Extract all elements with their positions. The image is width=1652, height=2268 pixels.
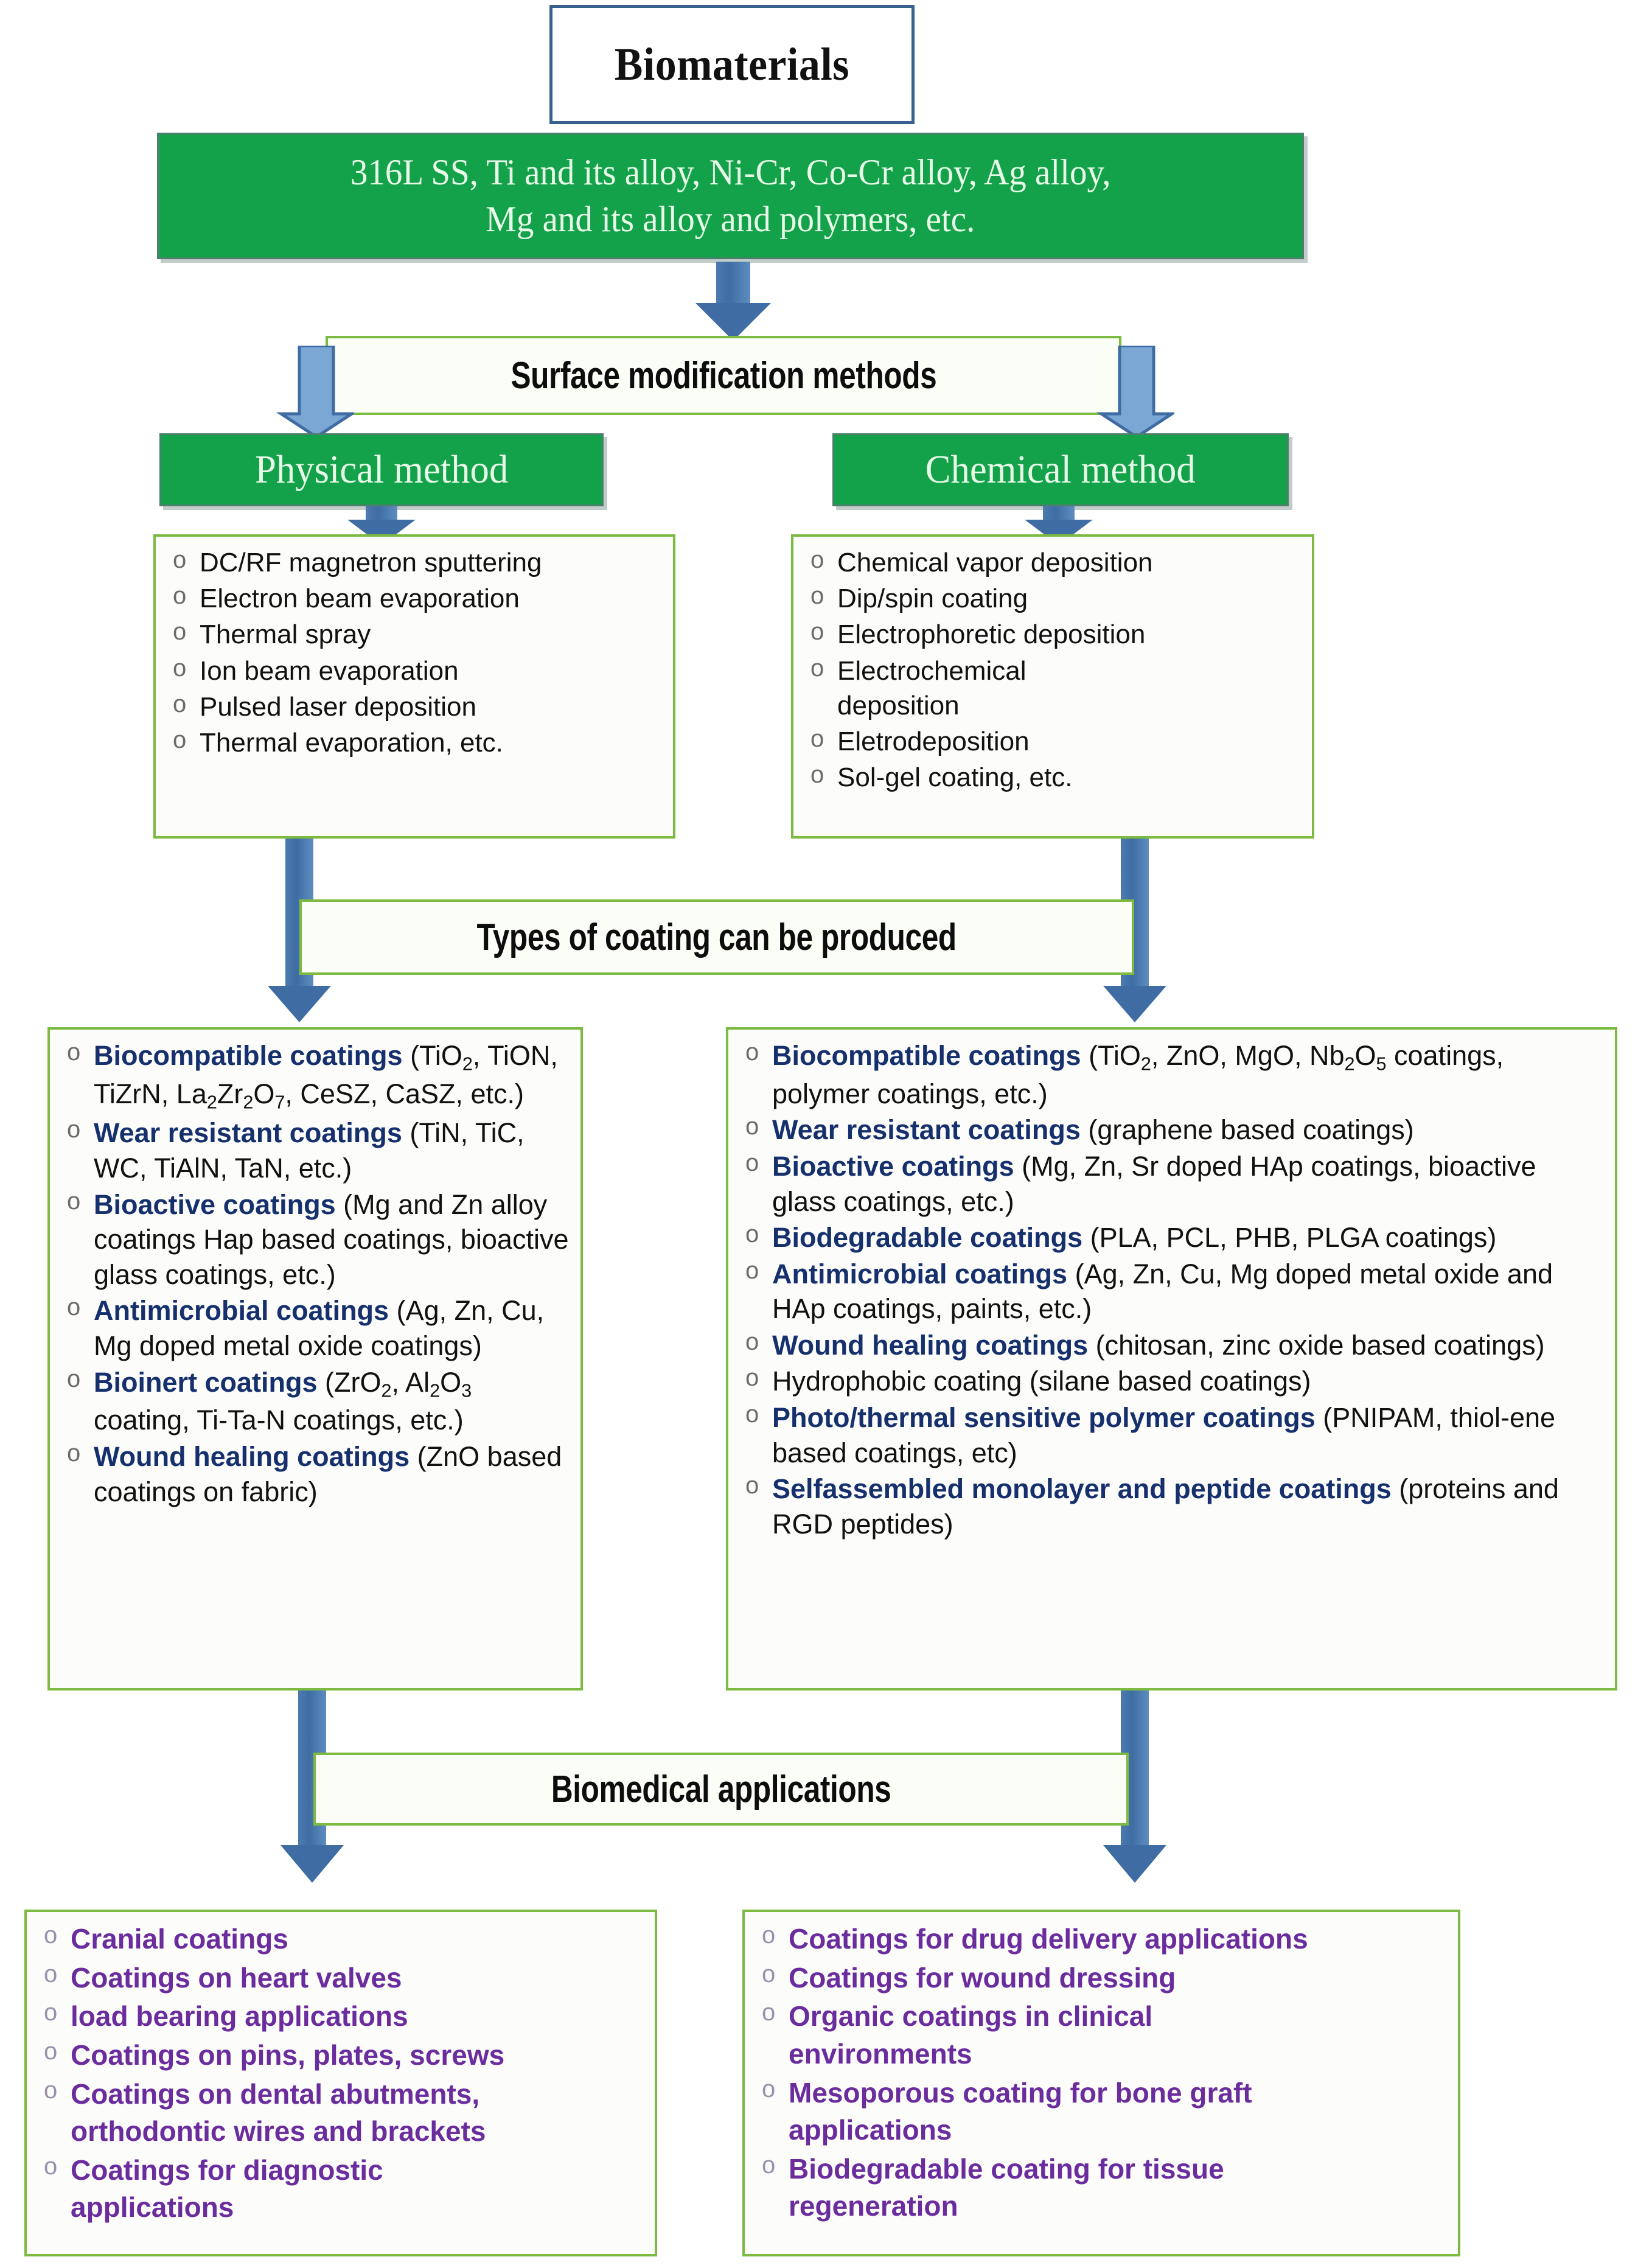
list-item: o Dip/spin coating (800, 581, 1301, 616)
list-item (56, 1439, 570, 1509)
coating-type-detail: (proteins and RGD peptides) (772, 1473, 1559, 1540)
coating-types-banner (299, 899, 1134, 975)
coating-types-label: Types of coating can be produced (476, 916, 957, 958)
surface-modification-box (326, 336, 1121, 415)
applications-banner (313, 1753, 1129, 1826)
applications-left-list (33, 1921, 644, 2227)
list-item (734, 1328, 1604, 1363)
physical-method-label: Physical method (254, 447, 509, 492)
list-item: o Eletrodeposition (800, 724, 1301, 759)
list-item: o Coatings on pins, plates, screws (33, 2037, 644, 2074)
list-item: o load bearing applications (33, 1998, 644, 2036)
list-item (734, 1149, 1604, 1219)
list-item (734, 1471, 1604, 1541)
coating-type-name: Antimicrobial coatings (94, 1295, 389, 1327)
list-item (734, 1400, 1604, 1470)
biomaterials-title-box (549, 5, 915, 124)
coating-type-detail: (Mg, Zn, Sr doped HAp coatings, bioactive glass coatings, etc.) (772, 1150, 1536, 1217)
chemical-method-label: Chemical method (925, 447, 1196, 492)
list-item (56, 1365, 570, 1438)
coating-type-name: Wear resistant coatings (772, 1114, 1081, 1146)
list-item: o Coatings for wound dressing (751, 1959, 1447, 1997)
applications-left-box (24, 1910, 657, 2256)
arrow-materials-to-surface (691, 262, 776, 341)
coating-type-detail: (PLA, PCL, PHB, PLGA coatings) (1082, 1222, 1497, 1254)
coating-type-detail: (ZrO$_2$, $Al_2O_3$ coating, Ti-Ta-N coatings, etc.) (94, 1366, 472, 1436)
coating-type-name: Wound healing coatings (94, 1440, 410, 1472)
coating-type-name: Photo/thermal sensitive polymer coatings (772, 1402, 1316, 1434)
materials-line-1: 316L SS, Ti and its alloy, Ni-Cr, Co-Cr alloy, Ag alloy, (350, 152, 1111, 193)
coating-type-name: Selfassembled monolayer and peptide coatings (772, 1473, 1392, 1505)
list-item: o Coatings for drug delivery applications (751, 1921, 1447, 1958)
coating-type-detail: (Ag, Zn, Cu, Mg doped metal oxide coatings) (94, 1295, 545, 1361)
physical-method-band (159, 433, 604, 506)
coating-type-detail: (TiN, TiC, WC, TiAlN, TaN, etc.) (94, 1117, 525, 1184)
chemical-methods-list-box (791, 534, 1314, 839)
coating-type-detail: (PNIPAM, thiol-ene based coatings, etc) (772, 1402, 1556, 1468)
coating-type-detail: (graphene based coatings) (1080, 1114, 1414, 1146)
list-item (734, 1257, 1604, 1327)
list-item: o Thermal evaporation, etc. (162, 725, 662, 760)
list-item: o Electrophoretic deposition (800, 617, 1301, 652)
coating-type-name: Biocompatible coatings (772, 1040, 1081, 1071)
physical-coatings-list (56, 1038, 570, 1509)
coating-type-name: Biodegradable coatings (772, 1222, 1083, 1254)
list-item: o Electron beam evaporation (162, 581, 662, 616)
list-item (734, 1220, 1604, 1255)
physical-coatings-box (47, 1027, 583, 1691)
chemical-coatings-box (726, 1027, 1617, 1691)
coating-type-detail: (chitosan, zinc oxide based coatings) (1088, 1329, 1545, 1361)
list-item: o Coatings on dental abutments, orthodontic wires and brackets (33, 2076, 606, 2151)
coating-type-name: Bioactive coatings (772, 1150, 1014, 1182)
list-item: o Ion beam evaporation (162, 654, 662, 688)
list-item (734, 1364, 1604, 1399)
list-item: o Chemical vapor deposition (800, 545, 1301, 580)
materials-band (157, 133, 1304, 259)
coating-type-name: Wear resistant coatings (94, 1117, 402, 1149)
applications-right-box (742, 1910, 1460, 2256)
list-item: o Coatings for diagnostic applications (33, 2152, 448, 2227)
materials-line-2: Mg and its alloy and polymers, etc. (486, 199, 975, 239)
coating-type-detail: (TiO$_2$, ZnO, MgO, $Nb_2O_5$ coatings, polymer coatings, etc.) (772, 1040, 1504, 1109)
list-item (734, 1112, 1604, 1148)
list-item: o Sol-gel coating, etc. (800, 760, 1301, 795)
coating-type-name: Biocompatible coatings (94, 1040, 403, 1071)
list-item: o Electrochemical deposition (800, 654, 1093, 723)
list-item: o Cranial coatings (33, 1921, 644, 1958)
coating-type-name: Bioactive coatings (94, 1188, 336, 1220)
coating-type-name: Bioinert coatings (94, 1366, 318, 1398)
list-item (56, 1187, 570, 1293)
coating-type-detail: (ZnO based coatings on fabric) (94, 1440, 562, 1507)
applications-banner-label: Biomedical applications (551, 1768, 891, 1810)
coating-type-name: Wound healing coatings (772, 1329, 1089, 1361)
chemical-method-band (832, 433, 1289, 506)
list-item (734, 1038, 1604, 1111)
list-item: o Mesoporous coating for bone graft applications (751, 2074, 1348, 2149)
chemical-methods-list (800, 545, 1301, 795)
page-title: Biomaterials (614, 38, 850, 90)
physical-methods-list-box (153, 534, 675, 839)
coating-type-detail: Hydrophobic coating (silane based coatings) (772, 1366, 1311, 1397)
coating-type-detail: (TiO$_2$, TiON, TiZrN, $La_2Zr_2O_7$, CeSZ, CaSZ, etc.) (94, 1040, 558, 1113)
arrow-surface-to-chemical (1095, 346, 1174, 438)
list-item (56, 1038, 570, 1114)
physical-methods-list (162, 545, 662, 760)
list-item: o Coatings on heart valves (33, 1959, 644, 1997)
coating-type-detail: (Mg and Zn alloy coatings Hap based coatings, bioactive glass coatings, etc.) (94, 1188, 569, 1290)
applications-right-list (751, 1921, 1447, 2225)
list-item (56, 1115, 570, 1185)
surface-modification-label: Surface modification methods (511, 354, 936, 397)
list-item: o Biodegradable coating for tissue regeneration (751, 2151, 1324, 2225)
list-item: o Thermal spray (162, 617, 662, 652)
coating-type-name: Antimicrobial coatings (772, 1258, 1068, 1289)
list-item: o Organic coatings in clinical environments (751, 1998, 1178, 2073)
list-item: o DC/RF magnetron sputtering (162, 545, 662, 580)
chemical-coatings-list (734, 1038, 1604, 1541)
list-item (56, 1293, 570, 1363)
list-item: o Pulsed laser deposition (162, 689, 662, 724)
arrow-surface-to-physical (275, 346, 354, 438)
coating-type-detail: (Ag, Zn, Cu, Mg doped metal oxide and HAp coatings, paints, etc.) (772, 1258, 1553, 1325)
